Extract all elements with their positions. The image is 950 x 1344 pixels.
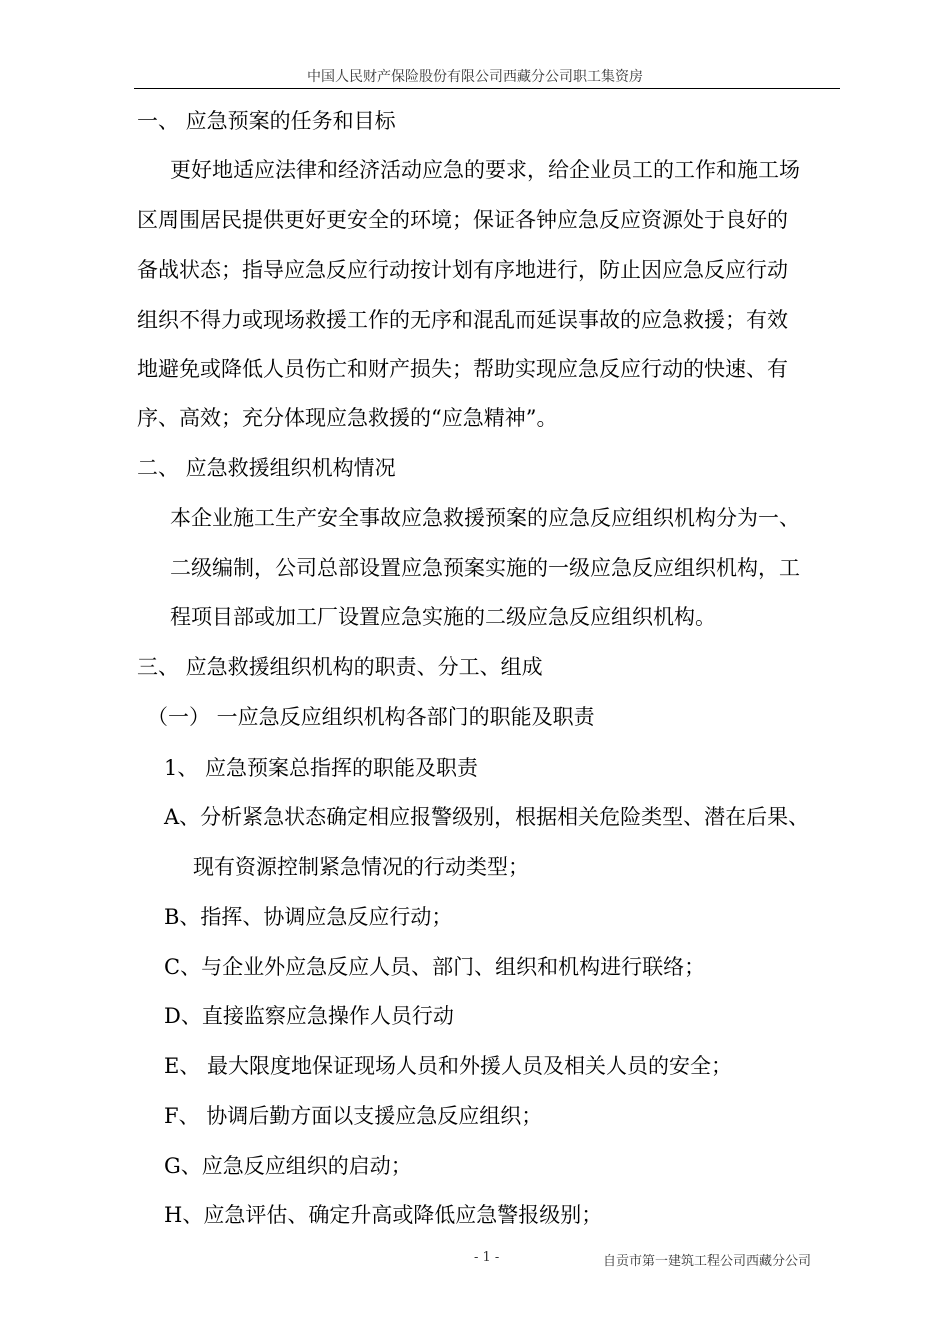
list-item: G、应急反应组织的启动；	[164, 1154, 412, 1178]
paragraph-line: 本企业施工生产安全事故应急救援预案的应急反应组织机构分为一、	[170, 506, 800, 530]
paragraph-line: 组织不得力或现场救援工作的无序和混乱而延误事故的应急救援；有效	[137, 308, 788, 332]
paragraph-line: 地避免或降低人员伤亡和财产损失；帮助实现应急反应行动的快速、有	[137, 357, 788, 381]
list-item: B、指挥、协调应急反应行动；	[164, 905, 453, 929]
paragraph-line: 区周围居民提供更好更安全的环境；保证各钟应急反应资源处于良好的	[137, 208, 788, 232]
list-item: H、应急评估、确定升高或降低应急警报级别；	[164, 1203, 603, 1227]
item-heading: 1、 应急预案总指挥的职能及职责	[164, 756, 479, 780]
list-item: C、与企业外应急反应人员、部门、组织和机构进行联络；	[164, 955, 706, 979]
list-item: D、直接监察应急操作人员行动	[164, 1004, 454, 1028]
list-item-continuation: 现有资源控制紧急情况的行动类型；	[193, 855, 529, 879]
paragraph-line: 二级编制，公司总部设置应急预案实施的一级应急反应组织机构，工	[170, 556, 800, 580]
section-3-heading: 三、 应急救援组织机构的职责、分工、组成	[137, 655, 543, 679]
section-2-heading: 二、 应急救援组织机构情况	[137, 456, 396, 480]
list-item: E、 最大限度地保证现场人员和外援人员及相关人员的安全；	[164, 1054, 733, 1078]
running-header: 中国人民财产保险股份有限公司西藏分公司职工集资房	[307, 69, 643, 85]
section-1-heading: 一、 应急预案的任务和目标	[137, 109, 396, 133]
list-item: A、分析紧急状态确定相应报警级别，根据相关危险类型、潜在后果、	[164, 805, 810, 829]
paragraph-line: 备战状态；指导应急反应行动按计划有序地进行，防止因应急反应行动	[137, 258, 788, 282]
paragraph-line: 序、高效；充分体现应急救援的“应急精神”。	[137, 406, 558, 430]
paragraph-line: 更好地适应法律和经济活动应急的要求，给企业员工的工作和施工场	[170, 158, 800, 182]
page-number: - 1 -	[474, 1250, 500, 1265]
subsection-heading: （一） 一应急反应组织机构各部门的职能及职责	[147, 705, 595, 729]
footer-company: 自贡市第一建筑工程公司西藏分公司	[603, 1254, 812, 1269]
list-item: F、 协调后勤方面以支援应急反应组织；	[164, 1104, 543, 1128]
header-rule	[134, 88, 840, 89]
paragraph-line: 程项目部或加工厂设置应急实施的二级应急反应组织机构。	[170, 605, 716, 629]
